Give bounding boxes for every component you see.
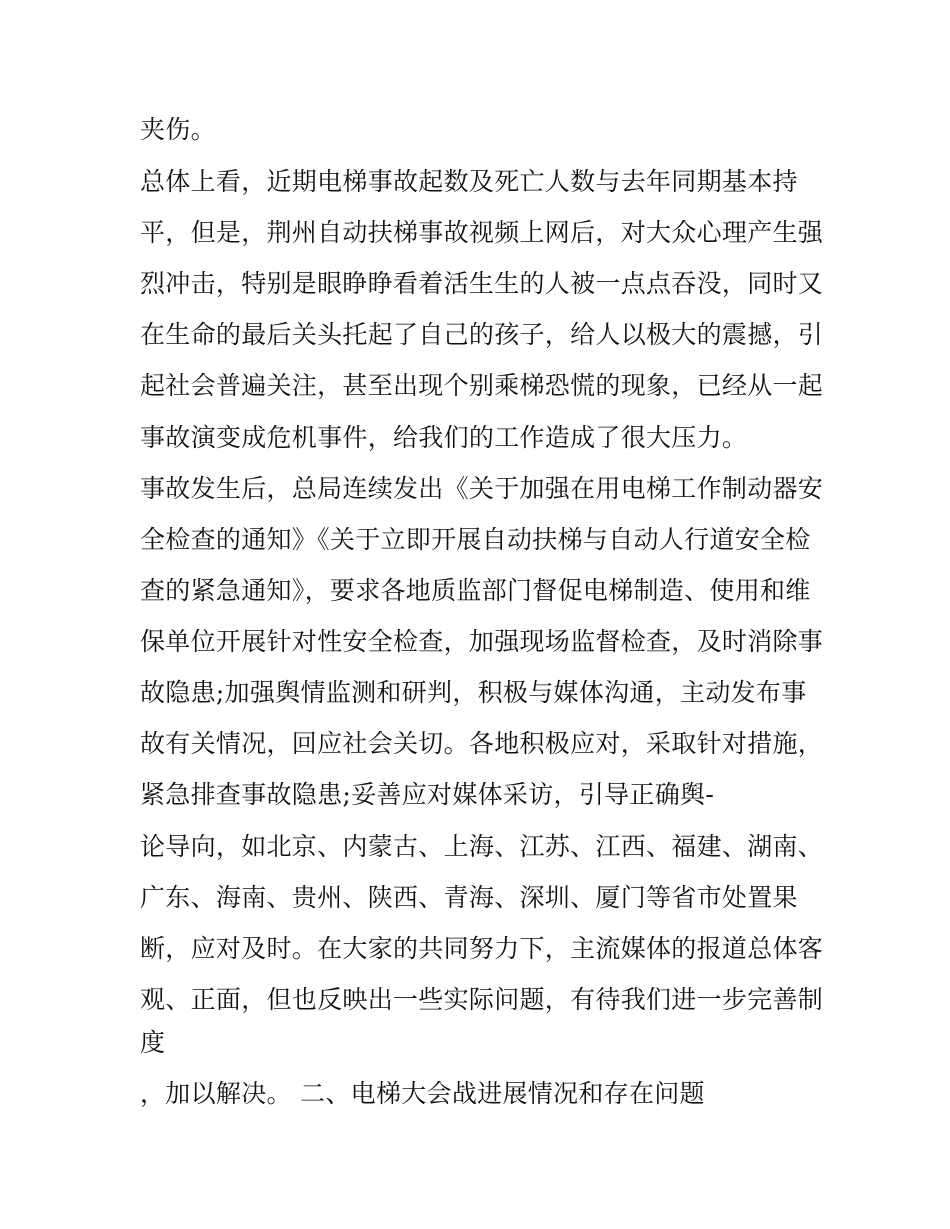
text-line: 事故发生后，总局连续发出《关于加强在用电梯工作制动器安 [140, 474, 824, 503]
text-line: 度 [140, 1028, 166, 1057]
text-line: 观、正面，但也反映出一些实际问题，有待我们进一步完善制 [140, 985, 824, 1014]
text-line: 平，但是，荆州自动扶梯事故视频上网后，对大众心理产生强 [140, 218, 824, 247]
text-line: 查的紧急通知》，要求各地质监部门督促电梯制造、使用和维 [140, 576, 811, 605]
text-line: 烈冲击，特别是眼睁睁看着活生生的人被一点点吞没，同时又 [140, 269, 824, 298]
text-line: 保单位开展针对性安全检查，加强现场监督检查，及时消除事 [140, 627, 824, 656]
text-line: 起社会普遍关注，甚至出现个别乘梯恐慌的现象，已经从一起 [140, 371, 824, 400]
text-line: 全检查的通知》《关于立即开展自动扶梯与自动人行道安全检 [140, 525, 811, 554]
text-line: 总体上看，近期电梯事故起数及死亡人数与去年同期基本持 [140, 167, 798, 196]
section-heading-line: ，加以解决。 二、电梯大会战进展情况和存在问题 [140, 1079, 705, 1108]
text-line: 故隐患;加强舆情监测和研判，积极与媒体沟通，主动发布事 [140, 678, 807, 707]
text-line: 在生命的最后关头托起了自己的孩子，给人以极大的震撼，引 [140, 320, 824, 349]
text-line: 故有关情况，回应社会关切。各地积极应对，采取针对措施， [140, 729, 824, 758]
text-line: 紧急排查事故隐患;妥善应对媒体采访，引导正确舆- [140, 780, 715, 809]
text-line: 断，应对及时。在大家的共同努力下，主流媒体的报道总体客 [140, 934, 824, 963]
text-line: 事故演变成危机事件，给我们的工作造成了很大压力。 [140, 423, 748, 452]
text-line: 夹伤。 [140, 115, 216, 144]
text-line: 广东、海南、贵州、陕西、青海、深圳、厦门等省市处置果 [140, 883, 798, 912]
text-line: 论导向，如北京、内蒙古、上海、江苏、江西、福建、湖南、 [140, 832, 824, 861]
